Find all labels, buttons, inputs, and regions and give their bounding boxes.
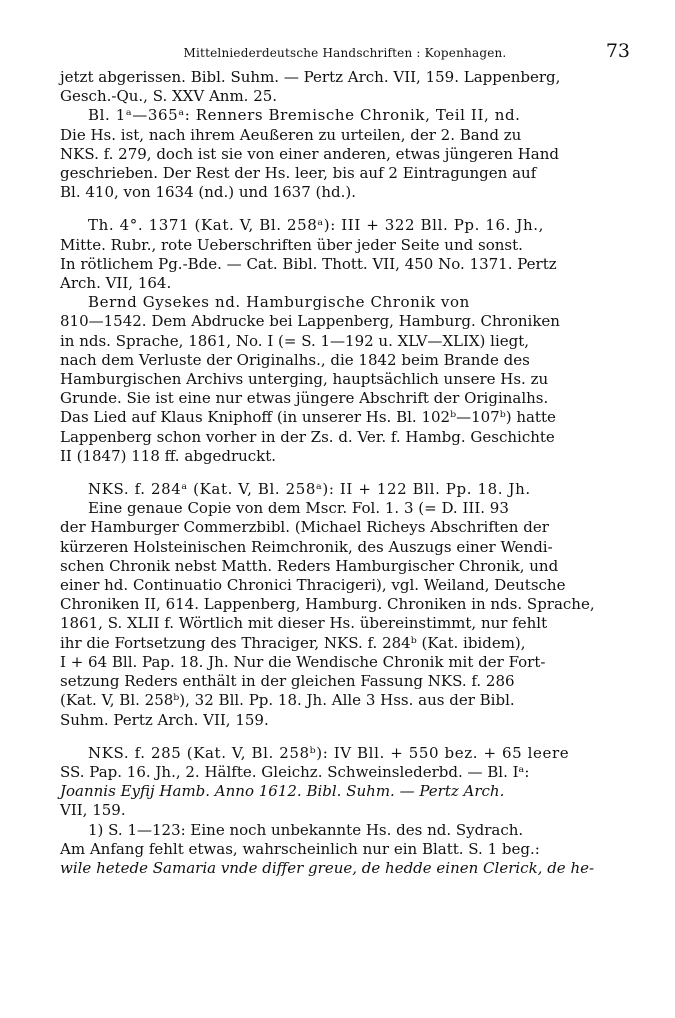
text-line: NKS. f. 284ᵃ (Kat. V, Bl. 258ᵃ): II + 122 Bll. Pp. 18. Jh. [88,480,531,499]
text-line: Lappenberg schon vorher in der Zs. d. Ver. f. Hambg. Geschichte [60,427,555,446]
text-line: nach dem Verluste der Originalhs., die 1842 beim Brande des [60,350,530,369]
paragraph-copie [60,499,630,729]
paragraph-nks285 [60,744,630,821]
text-line: geschrieben. Der Rest der Hs. leer, bis auf 2 Eintragungen auf [60,164,537,183]
text-line: jetzt abgerissen. Bibl. Suhm. — Pertz Arch. VII, 159. Lappenberg, [60,68,561,86]
text-line: Gesch.-Qu., S. XXV Anm. 25. [60,87,278,106]
text-line: Chroniken II, 614. Lappenberg, Hamburg. Chroniken in nds. Sprache, [60,595,595,614]
text-line: 810—1542. Dem Abdrucke bei Lappenberg, Hamburg. Chroniken [60,312,560,331]
text-line: Eine genaue Copie von dem Mscr. Fol. 1. 3 (= D. III. 93 [88,499,509,518]
text-line: Bernd Gysekes nd. Hamburgische Chronik von [88,293,470,312]
paragraph-cont [60,68,630,106]
running-head-title: Mittelniederdeutsche Handschriften : Kopenhagen. [183,46,507,60]
text-line: I + 64 Bll. Pap. 18. Jh. Nur die Wendische Chronik mit der Fort- [60,652,546,671]
paragraph-gap [60,202,630,216]
paragraph-th1371 [60,216,630,293]
text-line: 1) S. 1—123: Eine noch unbekannte Hs. des nd. Sydrach. [88,820,524,839]
text-line: Bl. 1ᵃ—365ᵃ: Renners Bremische Chronik, Teil II, nd. [88,106,521,125]
running-head [60,28,630,68]
text-line: setzung Reders enthält in der gleichen Fassung NKS. f. 286 [60,672,515,691]
text-line: Joannis Eyfij Hamb. Anno 1612. Bibl. Suhm. — Pertz Arch. [60,782,505,801]
paragraph-nks284a [60,480,630,499]
page-number: 73 [605,40,630,62]
paragraph-gap [60,466,630,480]
text-line: ihr die Fortsetzung des Thraciger, NKS. f. 284ᵇ (Kat. ibidem), [60,633,526,652]
text-line: Hamburgischen Archivs unterging, hauptsächlich unsere Hs. zu [60,370,549,389]
text-line: kürzeren Holsteinischen Reimchronik, des Auszugs einer Wendi- [60,537,553,556]
text-line: SS. Pap. 16. Jh., 2. Hälfte. Gleichz. Schweinslederbd. — Bl. Iᵃ: [60,762,530,781]
text-line: NKS. f. 285 (Kat. V, Bl. 258ᵇ): IV Bll. + 550 bez. + 65 leere [88,743,570,762]
text-line: Suhm. Pertz Arch. VII, 159. [60,710,269,729]
text-line: II (1847) 118 ff. abgedruckt. [60,446,277,465]
text-line: wile hetede Samaria vnde differ greue, de hedde einen Clerick, de he- [60,858,595,877]
text-line: Am Anfang fehlt etwas, wahrscheinlich nur ein Blatt. S. 1 beg.: [60,839,540,858]
text-line: Die Hs. ist, nach ihrem Aeußeren zu urteilen, der 2. Band zu [60,125,522,144]
text-line: Mitte. Rubr., rote Ueberschriften über jeder Seite und sonst. [60,235,523,254]
text-line: Grunde. Sie ist eine nur etwas jüngere Abschrift der Originalhs. [60,389,549,408]
text-line: Bl. 410, von 1634 (nd.) und 1637 (hd.). [60,183,357,202]
text-line: Arch. VII, 164. [60,274,172,293]
body-text [60,68,630,878]
paragraph-sydrach [60,821,630,879]
paragraph-gap [60,730,630,744]
text-line: VII, 159. [60,801,126,820]
text-line: in nds. Sprache, 1861, No. I (= S. 1—192 u. XLV—XLIX) liegt, [60,331,530,350]
paragraph-gyseke [60,293,630,466]
text-line: NKS. f. 279, doch ist sie von einer anderen, etwas jüngeren Hand [60,144,559,163]
book-page [60,28,630,878]
paragraph-renner [60,106,630,202]
text-line: schen Chronik nebst Matth. Reders Hamburgischer Chronik, und [60,556,559,575]
text-line: der Hamburger Commerzbibl. (Michael Richeys Abschriften der [60,518,549,537]
text-line: Das Lied auf Klaus Kniphoff (in unserer Hs. Bl. 102ᵇ—107ᵇ) hatte [60,408,556,427]
text-line: Th. 4°. 1371 (Kat. V, Bl. 258ᵃ): III + 322 Bll. Pp. 16. Jh., [88,216,544,235]
text-line: (Kat. V, Bl. 258ᵇ), 32 Bll. Pp. 18. Jh. Alle 3 Hss. aus der Bibl. [60,691,515,710]
text-line: einer hd. Continuatio Chronici Thracigeri), vgl. Weiland, Deutsche [60,576,566,595]
text-line: In rötlichem Pg.-Bde. — Cat. Bibl. Thott. VII, 450 No. 1371. Pertz [60,254,557,273]
text-line: 1861, S. XLII f. Wörtlich mit dieser Hs. übereinstimmt, nur fehlt [60,614,548,633]
